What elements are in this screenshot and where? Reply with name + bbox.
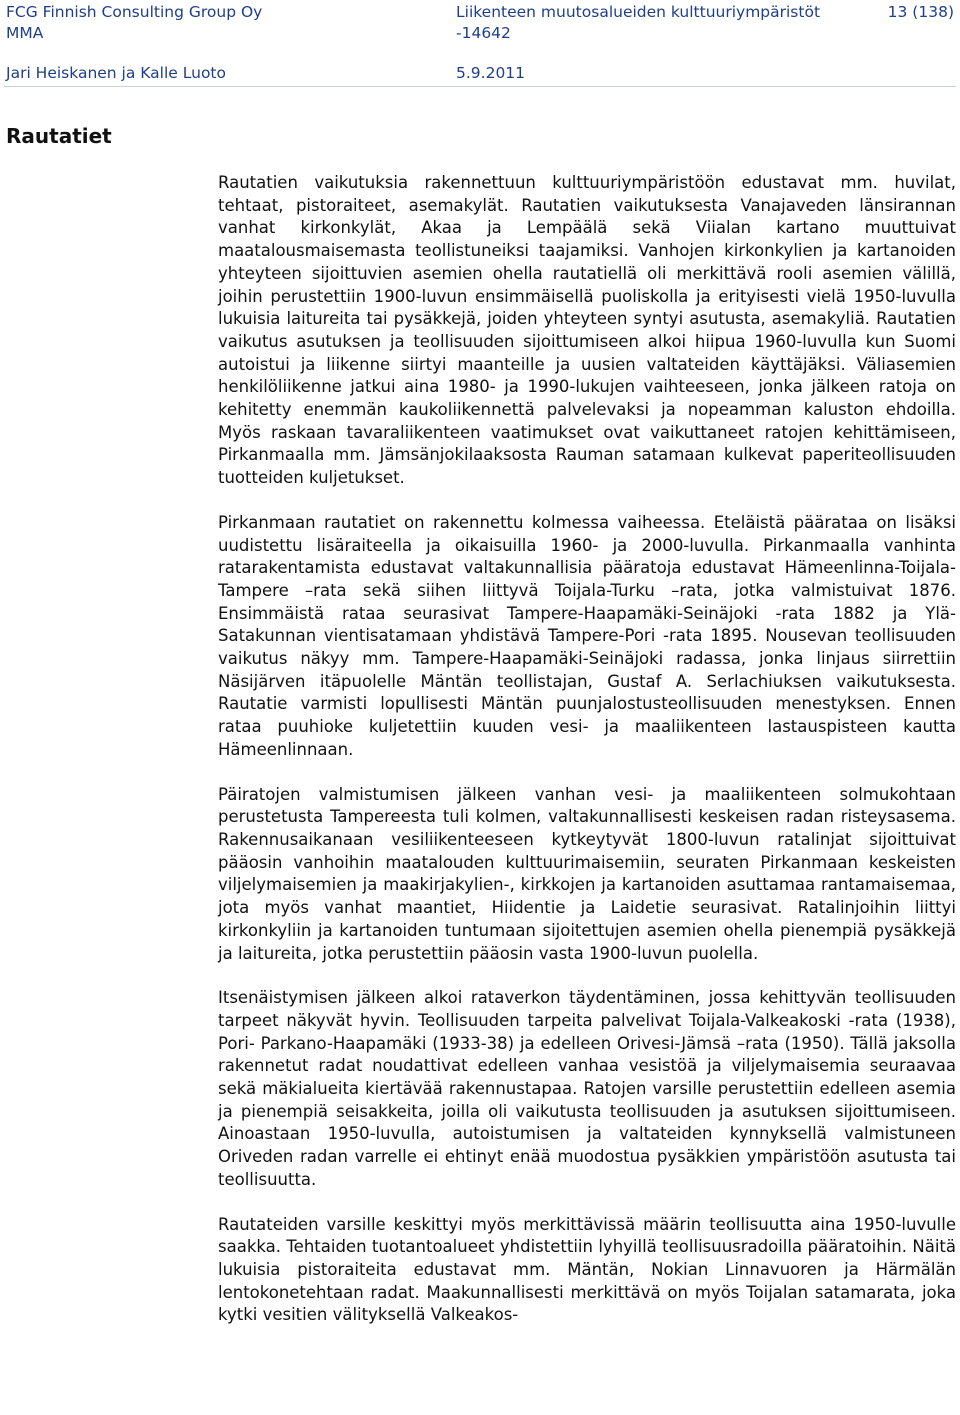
header-client: MMA bbox=[6, 24, 44, 42]
header-date: 5.9.2011 bbox=[456, 64, 526, 82]
header-company: FCG Finnish Consulting Group Oy bbox=[6, 3, 263, 21]
header-project-title: Liikenteen muutosalueiden kulttuuriympäristöt bbox=[456, 3, 821, 21]
header-authors: Jari Heiskanen ja Kalle Luoto bbox=[6, 64, 226, 82]
body-paragraph: Pirkanmaan rautatiet on rakennettu kolmessa vaiheessa. Eteläistä päärataa on lisäksi uudistettu lisäraiteella ja oikaisuilla 1960- ja 2000-luvulla. Pirkanmaalla vanhinta ratarakentamista edustavat valtakunnallisia pääratoja edustavat Hämeenlinna-Toijala-Tampere –rata sekä siihen liittyvä Toijala-Turku –rata, jotka valmistuivat 1876. Ensimmäistä rataa seurasivat Tampere-Haapamäki-Seinäjoki -rata 1882 ja Ylä-Satakunnan vientisatamaan yhdistävä Tampere-Pori -rata 1895. Nousevan teollisuuden vaikutus näkyy mm. Tampere-Haapamäki-Seinäjoki radassa, jonka linjaus siirrettiin Näsijärven itäpuolelle Mäntän teollistajan, Gustaf A. Serlachiuksen vaikutuksesta. Rautatie varmisti lopullisesti Mäntän puunjalostusteollisuuden menestyksen. Ennen rataa puuhioke kuljetettiin kuuden vesi- ja maaliikenteen lastauspisteen kautta Hämeenlinnaan. bbox=[218, 512, 956, 759]
body-paragraph: Rautateiden varsille keskittyi myös merkittävissä määrin teollisuutta aina 1950-luvulle saakka. Tehtaiden tuotantoalueet yhdistettiin lyhyillä teollisuusradoilla pääratoihin. Näitä lukuisia pistoraiteita edustavat mm. Mäntän, Nokian Linnavuoren ja Härmälän lentokonetehtaan radat. Maakunnallisesti merkittävä on myös Toijalan satamarata, joka kytki vesitien välityksellä Valkeakos- bbox=[218, 1214, 956, 1325]
header-page-indicator: 13 (138) bbox=[887, 3, 954, 21]
document-body bbox=[218, 172, 956, 1349]
body-paragraph: Rautatien vaikutuksia rakennettuun kulttuuriympäristöön edustavat mm. huvilat, tehtaat, pistoraiteet, asemakylät. Rautatien vaikutuksesta Vanajaveden länsirannan vanhat kirkonkylät, Akaa ja Lempäälä sekä Viialan kartano muuttuivat maatalousmaisemasta teollistuneiksi taajamiksi. Vanhojen kirkonkylien ja kartanoiden yhteyteen sijoittuvien asemien ohella rautatiellä oli merkittävä rooli asemien välillä, joihin perustettiin 1900-luvun ensimmäisellä puoliskolla ja erityisesti vielä 1950-luvulla lukuisia laitureita tai pysäkkejä, joiden yhteyteen syntyi asutusta, asemakyliä. Rautatien vaikutus asutuksen ja teollisuuden sijoittumiseen alkoi hiipua 1960-luvulla kun Suomi autoistui ja liikenne siirtyi maanteille ja uusien valtateiden käyttäjäksi. Väliasemien henkilöliikenne jatkui aina 1980- ja 1990-lukujen vaihteeseen, jonka jälkeen ratoja on kehitetty enemmän kaukoliikennettä palvelevaksi ja nopeamman kaluston ehdoilla. Myös raskaan tavaraliikenteen vaatimukset ovat vaikuttaneet ratojen kehittämiseen, Pirkanmaalla mm. Jämsänjokilaaksosta Rauman satamaan kulkevat paperiteollisuuden tuotteiden kuljetukset. bbox=[218, 173, 956, 488]
header-project-number: -14642 bbox=[456, 24, 511, 42]
header-divider bbox=[4, 86, 956, 87]
page-header bbox=[0, 0, 960, 84]
body-paragraph: Päiratojen valmistumisen jälkeen vanhan vesi- ja maaliikenteen solmukohtaan perustetusta Tampereesta tuli kolmen, valtakunnallisesti keskeisen radan risteysasema. Rakennusaikanaan vesiliikenteeseen kytkeytyvät 1800-luvun ratalinjat sijoittuivat pääosin vanhoihin maatalouden kulttuurimaisemiin, seuraten Pirkanmaan keskeisten viljelymaisemien ja maakirjakylien-, kirkkojen ja kartanoiden asuttamaa rantamaisemaa, jota myös vanhat maantiet, Hiidentie ja Laidetie seurasivat. Ratalinjoihin liittyi kirkonkyliin ja kartanoiden tuntumaan sijoitettujen asemien ohella pienempiä pysäkkejä ja laitureita, jotka perustettiin pääosin vasta 1900-luvun puolella. bbox=[218, 784, 956, 963]
body-paragraph: Itsenäistymisen jälkeen alkoi rataverkon täydentäminen, jossa kehittyvän teollisuuden tarpeet näkyvät hyvin. Teollisuuden tarpeita palvelivat Toijala-Valkeakoski -rata (1938), Pori- Parkano-Haapamäki (1933-38) ja edelleen Orivesi-Jämsä –rata (1950). Tällä jaksolla rakennetut radat noudattivat edelleen vanhaa vesistöä ja viljelymaisemia seuraavaa sekä mäkialueita kiertävää rakennustapaa. Ratojen varsille perustettiin edelleen asemia ja pienempiä seisakkeita, joilla oli vaikutusta teollisuuden ja asutuksen sijoittumiseen. Ainoastaan 1950-luvulla, autoistumisen ja valtateiden kynnyksellä valmistuneen Oriveden radan varrelle ei ehtinyt enää muodostua pysäkkien ympäristöön asutusta tai teollisuutta. bbox=[218, 988, 956, 1189]
section-title: Rautatiet bbox=[6, 124, 112, 148]
